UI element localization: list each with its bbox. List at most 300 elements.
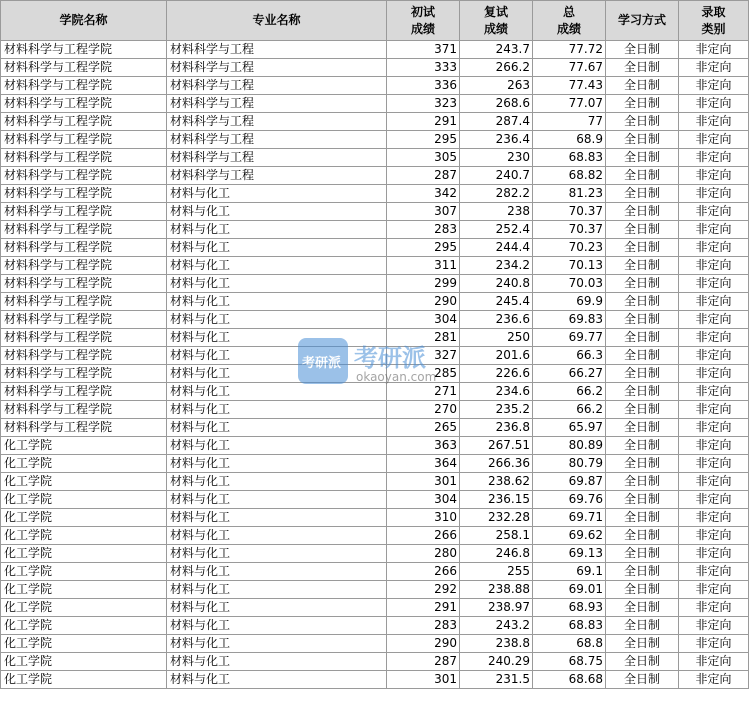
cell-total-score: 77.72 (533, 41, 606, 59)
cell-retest-score: 243.2 (460, 617, 533, 635)
cell-retest-score: 250 (460, 329, 533, 347)
cell-major: 材料与化工 (167, 599, 387, 617)
cell-initial-score: 371 (387, 41, 460, 59)
cell-study-mode: 全日制 (606, 311, 679, 329)
cell-initial-score: 295 (387, 239, 460, 257)
cell-major: 材料与化工 (167, 527, 387, 545)
cell-study-mode: 全日制 (606, 455, 679, 473)
cell-initial-score: 301 (387, 671, 460, 689)
cell-admission-category: 非定向 (679, 617, 749, 635)
cell-college: 材料科学与工程学院 (1, 365, 167, 383)
cell-college: 化工学院 (1, 635, 167, 653)
cell-initial-score: 310 (387, 509, 460, 527)
table-row (1, 41, 749, 59)
cell-initial-score: 327 (387, 347, 460, 365)
cell-total-score: 70.13 (533, 257, 606, 275)
cell-major: 材料与化工 (167, 275, 387, 293)
cell-retest-score: 238 (460, 203, 533, 221)
watermark-logo-icon: 考研派 (298, 338, 348, 384)
cell-study-mode: 全日制 (606, 257, 679, 275)
cell-initial-score: 304 (387, 491, 460, 509)
cell-college: 材料科学与工程学院 (1, 149, 167, 167)
cell-major: 材料与化工 (167, 365, 387, 383)
cell-major: 材料与化工 (167, 311, 387, 329)
cell-retest-score: 240.8 (460, 275, 533, 293)
cell-study-mode: 全日制 (606, 149, 679, 167)
cell-retest-score: 267.51 (460, 437, 533, 455)
cell-major: 材料与化工 (167, 635, 387, 653)
cell-initial-score: 280 (387, 545, 460, 563)
cell-major: 材料与化工 (167, 653, 387, 671)
cell-retest-score: 243.7 (460, 41, 533, 59)
table-row (1, 455, 749, 473)
cell-admission-category: 非定向 (679, 545, 749, 563)
cell-study-mode: 全日制 (606, 545, 679, 563)
cell-retest-score: 266.2 (460, 59, 533, 77)
cell-total-score: 77.67 (533, 59, 606, 77)
cell-study-mode: 全日制 (606, 293, 679, 311)
cell-major: 材料与化工 (167, 185, 387, 203)
table-row (1, 347, 749, 365)
cell-college: 材料科学与工程学院 (1, 347, 167, 365)
cell-admission-category: 非定向 (679, 311, 749, 329)
cell-college: 材料科学与工程学院 (1, 329, 167, 347)
cell-admission-category: 非定向 (679, 527, 749, 545)
table-row (1, 653, 749, 671)
cell-retest-score: 282.2 (460, 185, 533, 203)
table-row (1, 437, 749, 455)
cell-college: 化工学院 (1, 563, 167, 581)
cell-retest-score: 238.8 (460, 635, 533, 653)
cell-retest-score: 238.97 (460, 599, 533, 617)
cell-major: 材料科学与工程 (167, 167, 387, 185)
cell-admission-category: 非定向 (679, 77, 749, 95)
table-row (1, 167, 749, 185)
cell-study-mode: 全日制 (606, 167, 679, 185)
table-row (1, 77, 749, 95)
cell-college: 材料科学与工程学院 (1, 167, 167, 185)
cell-total-score: 80.79 (533, 455, 606, 473)
table-row (1, 635, 749, 653)
cell-college: 材料科学与工程学院 (1, 401, 167, 419)
cell-admission-category: 非定向 (679, 653, 749, 671)
cell-total-score: 70.23 (533, 239, 606, 257)
cell-study-mode: 全日制 (606, 401, 679, 419)
cell-college: 材料科学与工程学院 (1, 239, 167, 257)
table-row (1, 185, 749, 203)
cell-initial-score: 364 (387, 455, 460, 473)
cell-major: 材料与化工 (167, 509, 387, 527)
cell-total-score: 66.3 (533, 347, 606, 365)
cell-initial-score: 281 (387, 329, 460, 347)
cell-retest-score: 266.36 (460, 455, 533, 473)
cell-retest-score: 244.4 (460, 239, 533, 257)
cell-initial-score: 290 (387, 635, 460, 653)
cell-total-score: 69.13 (533, 545, 606, 563)
cell-major: 材料与化工 (167, 401, 387, 419)
cell-initial-score: 291 (387, 113, 460, 131)
cell-major: 材料与化工 (167, 419, 387, 437)
cell-college: 材料科学与工程学院 (1, 203, 167, 221)
cell-initial-score: 336 (387, 77, 460, 95)
cell-admission-category: 非定向 (679, 59, 749, 77)
cell-college: 材料科学与工程学院 (1, 77, 167, 95)
cell-college: 材料科学与工程学院 (1, 131, 167, 149)
cell-total-score: 68.93 (533, 599, 606, 617)
cell-study-mode: 全日制 (606, 95, 679, 113)
cell-admission-category: 非定向 (679, 293, 749, 311)
cell-total-score: 68.83 (533, 149, 606, 167)
cell-retest-score: 230 (460, 149, 533, 167)
cell-total-score: 69.1 (533, 563, 606, 581)
table-row (1, 401, 749, 419)
cell-admission-category: 非定向 (679, 401, 749, 419)
table-row (1, 509, 749, 527)
table-row (1, 257, 749, 275)
cell-initial-score: 270 (387, 401, 460, 419)
cell-retest-score: 255 (460, 563, 533, 581)
cell-college: 化工学院 (1, 473, 167, 491)
cell-initial-score: 323 (387, 95, 460, 113)
table-row (1, 311, 749, 329)
cell-college: 化工学院 (1, 671, 167, 689)
cell-college: 化工学院 (1, 617, 167, 635)
cell-admission-category: 非定向 (679, 563, 749, 581)
cell-total-score: 69.62 (533, 527, 606, 545)
cell-total-score: 68.9 (533, 131, 606, 149)
header-admission-category: 录取 类别 (679, 1, 749, 41)
cell-retest-score: 232.28 (460, 509, 533, 527)
cell-total-score: 70.37 (533, 203, 606, 221)
cell-major: 材料与化工 (167, 437, 387, 455)
cell-retest-score: 236.8 (460, 419, 533, 437)
table-row (1, 203, 749, 221)
cell-admission-category: 非定向 (679, 113, 749, 131)
cell-study-mode: 全日制 (606, 635, 679, 653)
cell-admission-category: 非定向 (679, 599, 749, 617)
cell-study-mode: 全日制 (606, 563, 679, 581)
cell-major: 材料科学与工程 (167, 77, 387, 95)
cell-study-mode: 全日制 (606, 617, 679, 635)
cell-initial-score: 333 (387, 59, 460, 77)
cell-admission-category: 非定向 (679, 149, 749, 167)
cell-total-score: 68.83 (533, 617, 606, 635)
cell-retest-score: 252.4 (460, 221, 533, 239)
cell-admission-category: 非定向 (679, 185, 749, 203)
cell-initial-score: 311 (387, 257, 460, 275)
cell-retest-score: 240.7 (460, 167, 533, 185)
cell-admission-category: 非定向 (679, 491, 749, 509)
cell-college: 材料科学与工程学院 (1, 41, 167, 59)
cell-initial-score: 304 (387, 311, 460, 329)
cell-initial-score: 266 (387, 527, 460, 545)
cell-admission-category: 非定向 (679, 41, 749, 59)
table-row (1, 545, 749, 563)
cell-initial-score: 292 (387, 581, 460, 599)
cell-college: 化工学院 (1, 491, 167, 509)
cell-total-score: 68.82 (533, 167, 606, 185)
cell-major: 材料科学与工程 (167, 113, 387, 131)
cell-total-score: 70.03 (533, 275, 606, 293)
cell-total-score: 66.2 (533, 383, 606, 401)
header-study-mode: 学习方式 (606, 1, 679, 41)
cell-study-mode: 全日制 (606, 491, 679, 509)
cell-study-mode: 全日制 (606, 437, 679, 455)
cell-college: 材料科学与工程学院 (1, 275, 167, 293)
cell-total-score: 81.23 (533, 185, 606, 203)
cell-total-score: 66.2 (533, 401, 606, 419)
cell-initial-score: 301 (387, 473, 460, 491)
table-body (1, 41, 749, 689)
cell-initial-score: 271 (387, 383, 460, 401)
cell-major: 材料科学与工程 (167, 131, 387, 149)
cell-major: 材料科学与工程 (167, 41, 387, 59)
cell-college: 化工学院 (1, 581, 167, 599)
cell-college: 化工学院 (1, 455, 167, 473)
cell-college: 材料科学与工程学院 (1, 95, 167, 113)
table-row (1, 221, 749, 239)
cell-major: 材料与化工 (167, 563, 387, 581)
cell-college: 材料科学与工程学院 (1, 185, 167, 203)
cell-major: 材料科学与工程 (167, 95, 387, 113)
cell-admission-category: 非定向 (679, 203, 749, 221)
cell-admission-category: 非定向 (679, 473, 749, 491)
cell-college: 材料科学与工程学院 (1, 419, 167, 437)
table-row (1, 113, 749, 131)
cell-initial-score: 307 (387, 203, 460, 221)
table-row (1, 239, 749, 257)
cell-retest-score: 234.2 (460, 257, 533, 275)
cell-admission-category: 非定向 (679, 167, 749, 185)
cell-initial-score: 299 (387, 275, 460, 293)
cell-retest-score: 263 (460, 77, 533, 95)
cell-admission-category: 非定向 (679, 95, 749, 113)
cell-admission-category: 非定向 (679, 239, 749, 257)
table-row (1, 293, 749, 311)
cell-initial-score: 287 (387, 653, 460, 671)
cell-admission-category: 非定向 (679, 131, 749, 149)
cell-major: 材料与化工 (167, 491, 387, 509)
cell-study-mode: 全日制 (606, 509, 679, 527)
cell-study-mode: 全日制 (606, 41, 679, 59)
cell-study-mode: 全日制 (606, 275, 679, 293)
cell-total-score: 77.43 (533, 77, 606, 95)
table-row (1, 671, 749, 689)
cell-initial-score: 291 (387, 599, 460, 617)
cell-retest-score: 236.4 (460, 131, 533, 149)
cell-study-mode: 全日制 (606, 599, 679, 617)
cell-study-mode: 全日制 (606, 383, 679, 401)
cell-total-score: 80.89 (533, 437, 606, 455)
cell-retest-score: 235.2 (460, 401, 533, 419)
table-row (1, 149, 749, 167)
table-row (1, 527, 749, 545)
cell-major: 材料与化工 (167, 329, 387, 347)
table-row (1, 599, 749, 617)
header-retest-score: 复试 成绩 (460, 1, 533, 41)
cell-initial-score: 287 (387, 167, 460, 185)
cell-admission-category: 非定向 (679, 581, 749, 599)
cell-major: 材料与化工 (167, 293, 387, 311)
cell-study-mode: 全日制 (606, 239, 679, 257)
cell-study-mode: 全日制 (606, 77, 679, 95)
cell-retest-score: 226.6 (460, 365, 533, 383)
cell-total-score: 65.97 (533, 419, 606, 437)
cell-admission-category: 非定向 (679, 275, 749, 293)
cell-admission-category: 非定向 (679, 365, 749, 383)
cell-initial-score: 285 (387, 365, 460, 383)
table-row (1, 563, 749, 581)
cell-college: 化工学院 (1, 545, 167, 563)
cell-retest-score: 234.6 (460, 383, 533, 401)
cell-college: 化工学院 (1, 509, 167, 527)
table-row (1, 491, 749, 509)
cell-admission-category: 非定向 (679, 221, 749, 239)
cell-initial-score: 305 (387, 149, 460, 167)
cell-study-mode: 全日制 (606, 131, 679, 149)
cell-total-score: 66.27 (533, 365, 606, 383)
cell-admission-category: 非定向 (679, 383, 749, 401)
cell-total-score: 77 (533, 113, 606, 131)
watermark-title: 考研派 (354, 344, 426, 372)
cell-total-score: 69.87 (533, 473, 606, 491)
table-row (1, 581, 749, 599)
cell-college: 材料科学与工程学院 (1, 59, 167, 77)
cell-initial-score: 290 (387, 293, 460, 311)
cell-admission-category: 非定向 (679, 509, 749, 527)
cell-major: 材料与化工 (167, 545, 387, 563)
cell-study-mode: 全日制 (606, 419, 679, 437)
cell-major: 材料与化工 (167, 617, 387, 635)
cell-study-mode: 全日制 (606, 671, 679, 689)
cell-total-score: 69.76 (533, 491, 606, 509)
cell-admission-category: 非定向 (679, 437, 749, 455)
cell-college: 化工学院 (1, 653, 167, 671)
cell-admission-category: 非定向 (679, 329, 749, 347)
cell-retest-score: 287.4 (460, 113, 533, 131)
cell-study-mode: 全日制 (606, 581, 679, 599)
cell-retest-score: 246.8 (460, 545, 533, 563)
cell-initial-score: 363 (387, 437, 460, 455)
cell-major: 材料科学与工程 (167, 149, 387, 167)
cell-study-mode: 全日制 (606, 347, 679, 365)
cell-study-mode: 全日制 (606, 473, 679, 491)
cell-major: 材料与化工 (167, 239, 387, 257)
cell-major: 材料与化工 (167, 455, 387, 473)
cell-major: 材料与化工 (167, 473, 387, 491)
cell-study-mode: 全日制 (606, 329, 679, 347)
cell-retest-score: 238.62 (460, 473, 533, 491)
cell-retest-score: 231.5 (460, 671, 533, 689)
cell-study-mode: 全日制 (606, 527, 679, 545)
cell-retest-score: 236.15 (460, 491, 533, 509)
table-row (1, 95, 749, 113)
cell-total-score: 69.01 (533, 581, 606, 599)
cell-total-score: 70.37 (533, 221, 606, 239)
cell-college: 材料科学与工程学院 (1, 221, 167, 239)
cell-college: 材料科学与工程学院 (1, 311, 167, 329)
table-row (1, 59, 749, 77)
cell-total-score: 69.83 (533, 311, 606, 329)
cell-admission-category: 非定向 (679, 635, 749, 653)
header-total-score: 总 成绩 (533, 1, 606, 41)
cell-total-score: 69.71 (533, 509, 606, 527)
cell-study-mode: 全日制 (606, 59, 679, 77)
table-row (1, 131, 749, 149)
cell-study-mode: 全日制 (606, 365, 679, 383)
cell-college: 材料科学与工程学院 (1, 257, 167, 275)
cell-retest-score: 240.29 (460, 653, 533, 671)
cell-admission-category: 非定向 (679, 257, 749, 275)
cell-retest-score: 258.1 (460, 527, 533, 545)
cell-admission-category: 非定向 (679, 671, 749, 689)
table-row (1, 365, 749, 383)
cell-major: 材料与化工 (167, 671, 387, 689)
cell-total-score: 68.68 (533, 671, 606, 689)
cell-initial-score: 283 (387, 617, 460, 635)
cell-admission-category: 非定向 (679, 419, 749, 437)
table-row (1, 473, 749, 491)
cell-major: 材料与化工 (167, 347, 387, 365)
cell-college: 材料科学与工程学院 (1, 293, 167, 311)
cell-total-score: 77.07 (533, 95, 606, 113)
table-row (1, 383, 749, 401)
cell-major: 材料科学与工程 (167, 59, 387, 77)
cell-retest-score: 245.4 (460, 293, 533, 311)
table-row (1, 419, 749, 437)
table-row (1, 617, 749, 635)
header-major: 专业名称 (167, 1, 387, 41)
cell-total-score: 69.9 (533, 293, 606, 311)
cell-study-mode: 全日制 (606, 221, 679, 239)
cell-total-score: 68.8 (533, 635, 606, 653)
cell-initial-score: 283 (387, 221, 460, 239)
header-row (1, 1, 749, 41)
cell-college: 化工学院 (1, 437, 167, 455)
cell-major: 材料与化工 (167, 257, 387, 275)
cell-initial-score: 265 (387, 419, 460, 437)
cell-initial-score: 266 (387, 563, 460, 581)
table-row (1, 329, 749, 347)
cell-major: 材料与化工 (167, 581, 387, 599)
cell-college: 化工学院 (1, 527, 167, 545)
cell-study-mode: 全日制 (606, 653, 679, 671)
cell-study-mode: 全日制 (606, 203, 679, 221)
cell-study-mode: 全日制 (606, 113, 679, 131)
cell-major: 材料与化工 (167, 203, 387, 221)
table-row (1, 275, 749, 293)
watermark-url: okaoyan.com (356, 370, 437, 384)
cell-major: 材料与化工 (167, 221, 387, 239)
cell-initial-score: 342 (387, 185, 460, 203)
cell-initial-score: 295 (387, 131, 460, 149)
cell-study-mode: 全日制 (606, 185, 679, 203)
cell-college: 化工学院 (1, 599, 167, 617)
cell-retest-score: 201.6 (460, 347, 533, 365)
cell-retest-score: 268.6 (460, 95, 533, 113)
cell-college: 材料科学与工程学院 (1, 383, 167, 401)
header-initial-score: 初试 成绩 (387, 1, 460, 41)
cell-retest-score: 238.88 (460, 581, 533, 599)
cell-total-score: 69.77 (533, 329, 606, 347)
cell-major: 材料与化工 (167, 383, 387, 401)
cell-retest-score: 236.6 (460, 311, 533, 329)
cell-admission-category: 非定向 (679, 347, 749, 365)
cell-total-score: 68.75 (533, 653, 606, 671)
cell-admission-category: 非定向 (679, 455, 749, 473)
cell-college: 材料科学与工程学院 (1, 113, 167, 131)
header-college: 学院名称 (1, 1, 167, 41)
